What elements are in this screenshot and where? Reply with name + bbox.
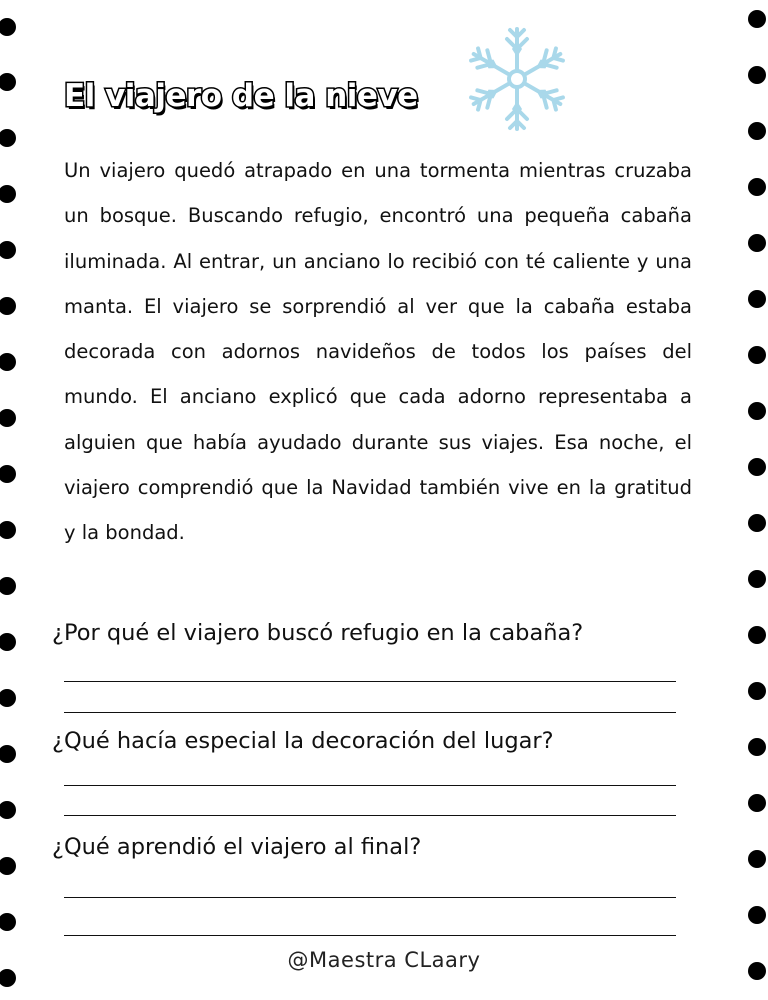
snowflake-icon [462, 24, 572, 134]
margin-dot [748, 570, 766, 588]
question-2: ¿Qué hacía especial la decoración del lugar? [52, 728, 554, 754]
answer-line[interactable] [64, 681, 676, 682]
margin-dot [748, 66, 766, 84]
author-credit: @Maestra CLaary [287, 948, 481, 972]
margin-dot [0, 689, 16, 707]
margin-dot [0, 73, 16, 91]
question-1: ¿Por qué el viajero buscó refugio en la cabaña? [52, 620, 584, 646]
answer-line[interactable] [64, 785, 676, 786]
margin-dot [748, 906, 766, 924]
margin-dot [0, 633, 16, 651]
worksheet-title: El viajero de la nieve [64, 78, 418, 114]
margin-dot [0, 857, 16, 875]
left-margin-dots [0, 0, 20, 1000]
margin-dot [0, 801, 16, 819]
story-paragraph: Un viajero quedó atrapado en una tormenta mientras cruzaba un bosque. Buscando refugio, encontró una pequeña cabaña iluminada. Al entrar, un anciano lo recibió con té caliente y una manta. El viajero se sorprendió al ver que la cabaña estaba decorada con adornos navideños de todos los países del mundo. El anciano explicó que cada adorno representaba a alguien que había ayudado durante sus viajes. Esa noche, el viajero comprendió que la Navidad también vive en la gratitud y la bondad. [64, 159, 692, 545]
margin-dot [748, 122, 766, 140]
margin-dot [0, 409, 16, 427]
margin-dot [0, 129, 16, 147]
margin-dot [0, 241, 16, 259]
margin-dot [748, 514, 766, 532]
margin-dot [748, 290, 766, 308]
margin-dot [0, 745, 16, 763]
margin-dot [0, 18, 16, 36]
question-3: ¿Qué aprendió el viajero al final? [52, 834, 422, 860]
margin-dot [748, 178, 766, 196]
margin-dot [0, 353, 16, 371]
answer-line[interactable] [64, 897, 676, 898]
margin-dot [0, 465, 16, 483]
margin-dot [748, 402, 766, 420]
margin-dot [748, 234, 766, 252]
margin-dot [0, 185, 16, 203]
margin-dot [0, 521, 16, 539]
answer-line[interactable] [64, 935, 676, 936]
margin-dot [748, 626, 766, 644]
right-margin-dots [748, 0, 768, 1000]
margin-dot [0, 297, 16, 315]
answer-line[interactable] [64, 815, 676, 816]
margin-dot [748, 794, 766, 812]
margin-dot [0, 913, 16, 931]
margin-dot [748, 458, 766, 476]
margin-dot [0, 577, 16, 595]
answer-line[interactable] [64, 712, 676, 713]
margin-dot [748, 738, 766, 756]
margin-dot [748, 346, 766, 364]
margin-dot [748, 682, 766, 700]
margin-dot [748, 10, 766, 28]
margin-dot [748, 850, 766, 868]
